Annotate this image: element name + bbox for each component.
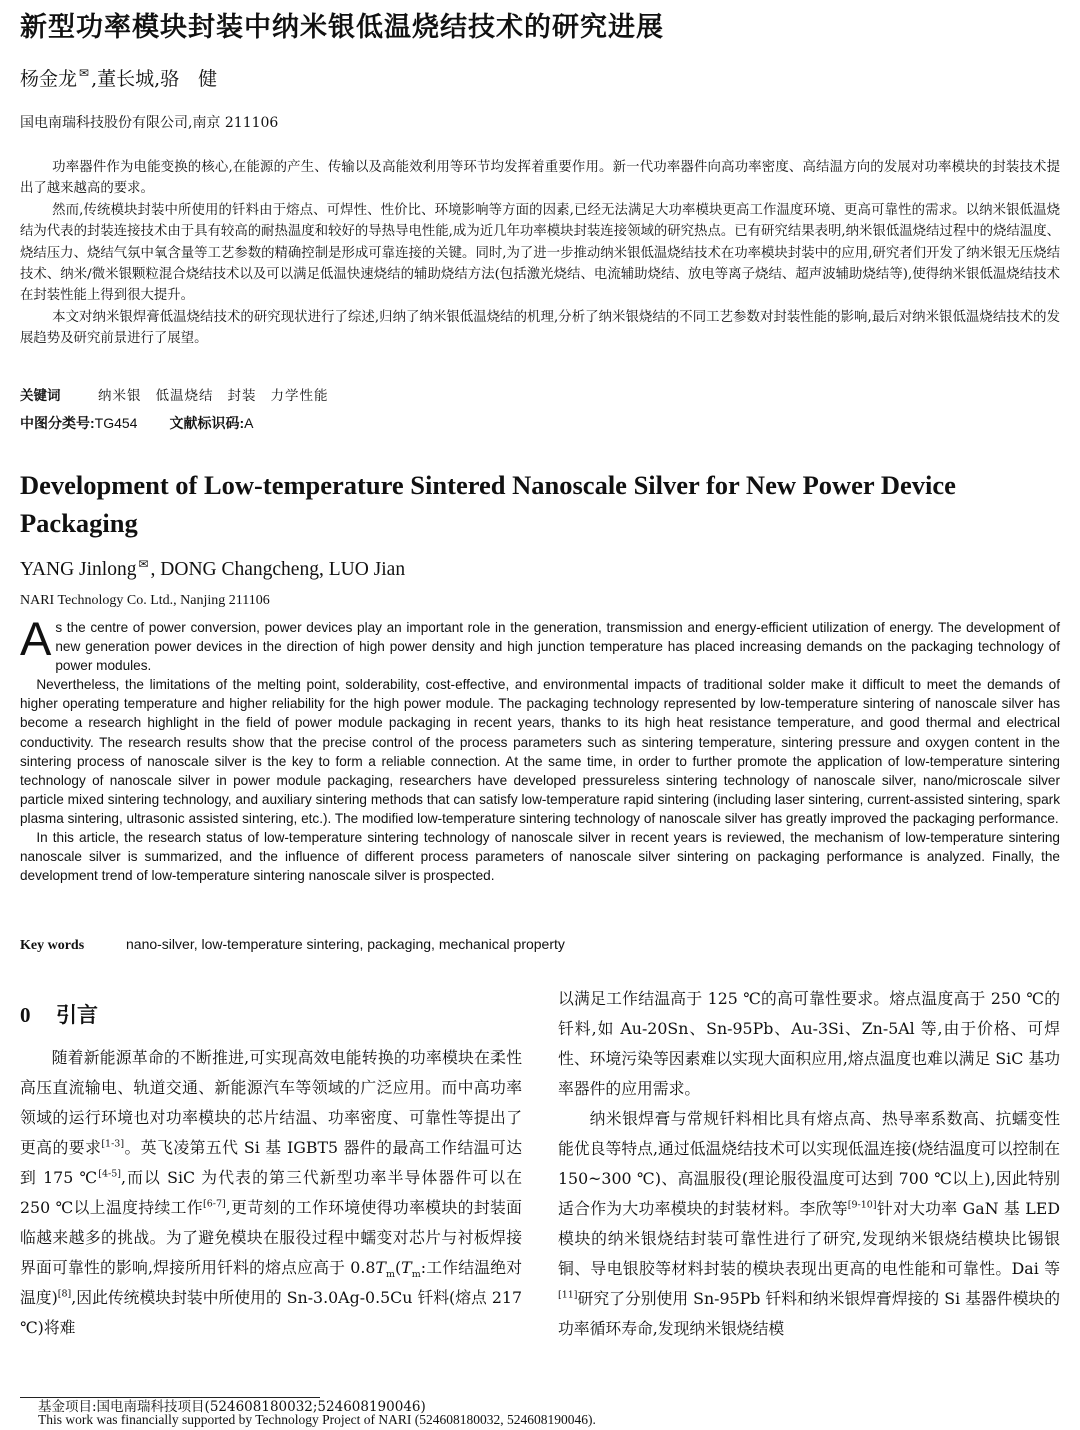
english-title: Development of Low-temperature Sintered Nanoscale Silver for New Power Device Packaging xyxy=(20,470,956,538)
english-keywords-label: Key words xyxy=(20,938,85,953)
english-author-corresponding: YANG Jinlong xyxy=(20,559,137,580)
body-text: :工作结温绝对温度) xyxy=(20,1258,522,1307)
english-authors xyxy=(20,557,405,583)
clc-label: 中图分类号: xyxy=(20,415,95,431)
clc-value: TG454 xyxy=(94,415,138,431)
chinese-abstract-paragraph-1: 功率器件作为电能变换的核心,在能源的产生、传输以及高能效利用等环节均发挥着重要作用。新一代功率器件向高功率密度、高结温方向的发展对功率模块的封装技术提出了越来越高的要求。 xyxy=(20,160,1060,197)
chinese-keywords-label: 关键词 xyxy=(20,388,61,403)
body-text: 针对大功率 GaN 基 LED 模块的纳米银烧结封装可靠性进行了研究,发现纳米银烧结模块比锡银铜、导电银胶等材料封装的模块表现出更高的电性能和可靠性。Dai 等 xyxy=(558,1199,1060,1278)
body-paragraph-1-continued: 以满足工作结温高于 125 ℃的高可靠性要求。熔点温度高于 250 ℃的钎料,如 Au-20Sn、Sn-95Pb、Au-3Si、Zn-5Al 等,由于价格、可焊性、环境污染等因素难以实现大面积应用,熔点温度也难以满足 SiC 基功率器件的应用需求。 xyxy=(558,989,1060,1098)
envelope-icon: ✉ xyxy=(138,557,149,571)
chinese-keyword: 力学性能 xyxy=(270,388,329,404)
symbol-subscript: m xyxy=(385,1269,395,1281)
symbol-t: T xyxy=(401,1258,412,1277)
document-code-label: 文献标识码: xyxy=(169,415,245,431)
chinese-authors xyxy=(20,66,217,92)
body-text: ,更苛刻的工作环境使得功率模块的封装面临越来越多的挑战。为了避免模块在服役过程中蠕变对芯片与衬板焊接界面可靠性的影响,焊接所用钎料的熔点应高于 0.8 xyxy=(20,1198,522,1277)
body-text: 。英飞凌第五代 Si 基 IGBT5 器件的最高工作结温可达到 175 ℃ xyxy=(20,1138,522,1187)
body-text: 随着新能源革命的不断推进,可实现高效电能转换的功率模块在柔性高压直流输电、轨道交通、新能源汽车等领域的广泛应用。而中高功率领域的运行环境也对功率模块的芯片结温、功率密度、可靠性等提出了更高的要求 xyxy=(20,1048,522,1157)
funding-note-chinese: 基金项目:国电南瑞科技项目(524608180032;524608190046) xyxy=(38,1399,426,1415)
body-text: ,因此传统模块封装中所使用的 Sn-3.0Ag-0.5Cu 钎料(熔点 217 ℃)将难 xyxy=(20,1288,522,1337)
english-keywords-value: nano-silver, low-temperature sintering, packaging, mechanical property xyxy=(126,936,565,952)
chinese-keyword: 封装 xyxy=(227,388,257,404)
chinese-authors-rest: ,董长城,骆 健 xyxy=(91,68,218,90)
body-paragraph-2 xyxy=(558,1104,1060,1344)
english-abstract-paragraph-1 xyxy=(20,612,1060,675)
chinese-author-corresponding: 杨金龙 xyxy=(20,68,78,90)
body-text: 研究了分别使用 Sn-95Pb 钎料和纳米银焊膏焊接的 Si 基器件模块的功率循环寿命,发现纳米银烧结模 xyxy=(558,1289,1060,1338)
body-paragraph-1 xyxy=(20,1043,522,1343)
chinese-keywords xyxy=(20,386,1060,406)
english-abstract-paragraph-3: In this article, the research status of low-temperature sintering technology of nanoscale silver in recent years is reviewed, the mechanism of low-temperature sintering nanoscale silver is summarized, and the influence of different process parameters of nanoscale silver sintering on packaging performance is analyzed. Finally, the development trend of low-temperature sintering nanoscale silver is prospected. xyxy=(20,830,1060,884)
body-text: 纳米银焊膏与常规钎料相比具有熔点高、热导率系数高、抗蠕变性能优良等特点,通过低温烧结技术可以实现低温连接(烧结温度可以控制在 150~300 ℃)、高温服役(理论服役温度可达到 700 ℃以上),因此特别适合作为大功率模块的封装材料。李欣等 xyxy=(558,1109,1060,1218)
body-text: ,而以 SiC 为代表的第三代新型功率半导体器件可以在 250 ℃以上温度持续工作 xyxy=(20,1168,522,1217)
citation: [8] xyxy=(57,1288,72,1300)
english-abstract-paragraph-1-text: s the centre of power conversion, power devices play an important role in the generation, transmission and energy-efficient utilization of energy. The development of new generation power devices in the direction of high power density and high junction temperature has placed increasing demands on the packaging technology of power modules. xyxy=(55,620,1060,674)
chinese-title: 新型功率模块封装中纳米银低温烧结技术的研究进展 xyxy=(20,12,664,42)
citation: [1-3] xyxy=(101,1138,125,1150)
body-right-column xyxy=(558,984,1060,1344)
english-keywords xyxy=(20,934,1060,956)
chinese-abstract-paragraph-2: 然而,传统模块封装中所使用的钎料由于熔点、可焊性、性价比、环境影响等方面的因素,已经无法满足大功率模块更高工作温度环境、更高可靠性的需求。以纳米银低温烧结为代表的封装连接技术由于具有较高的耐热温度和较好的导热导电性能,成为近几年功率模块封装连接领域的研究热点。已有研究结果表明,纳米银低温烧结过程中的烧结温度、烧结压力、烧结气氛中氧含量等工艺参数的精确控制是形成可靠连接的关键。同时,为了进一步推动纳米银低温烧结技术在功率模块封装中的应用,研究者们开发了纳米银无压烧结技术、纳米/微米银颗粒混合烧结技术以及可以满足低温快速烧结的辅助烧结方法(包括激光烧结、电流辅助烧结、放电等离子烧结、超声波辅助烧结等),使得纳米银低温烧结技术在封装性能上得到很大提升。 xyxy=(20,202,1060,304)
english-abstract-paragraph-2: Nevertheless, the limitations of the melting point, solderability, cost-effective, and environmental impacts of traditional solder make it difficult to meet the demands of higher operating temperature and higher reliability for the high power module. The packaging technology represented by low-temperature sintering of nanoscale silver has become a research highlight in the field of power module packaging in recent years, thanks to its high heat resistance temperature, and good thermal and electrical conductivity. The research results show that the precise control of the process parameters such as sintering temperature, sintering pressure and oxygen content in the sintering process of nanoscale silver is the key to form a reliable connection. At the same time, in order to further promote the application of low-temperature sintering technology of nanoscale silver in power module packaging, researchers have developed pressureless sintering technology of nanoscale silver, nano/microscale silver particle mixed sintering technology, and auxiliary sintering methods that can satisfy low-temperature rapid sintering (including laser sintering, current-assisted sintering, spark plasma sintering, ultrasonic assisted sintering, etc.). The modified low-temperature sintering technology of nanoscale silver has greatly improved the packaging performance. xyxy=(20,677,1060,826)
body-left-column xyxy=(20,990,522,1343)
english-authors-rest: , DONG Changcheng, LUO Jian xyxy=(150,559,406,580)
citation: [4-5] xyxy=(98,1168,121,1180)
symbol-subscript: m xyxy=(411,1269,421,1281)
classification-line xyxy=(20,413,286,433)
chinese-keyword: 纳米银 xyxy=(98,388,142,404)
chinese-affiliation: 国电南瑞科技股份有限公司,南京 211106 xyxy=(20,115,279,131)
citation: [11] xyxy=(558,1289,578,1301)
section-title: 引言 xyxy=(56,1004,98,1027)
chinese-abstract xyxy=(20,157,1060,350)
funding-note-english: This work was financially supported by Technology Project of NARI (524608180032, 524608190046). xyxy=(38,1412,596,1427)
document-code-value: A xyxy=(244,415,254,431)
citation: [6-7] xyxy=(203,1198,226,1210)
symbol-t: T xyxy=(375,1258,386,1277)
section-heading xyxy=(20,1000,522,1031)
chinese-abstract-paragraph-3: 本文对纳米银焊膏低温烧结技术的研究现状进行了综述,归纳了纳米银低温烧结的机理,分析了纳米银烧结的不同工艺参数对封装性能的影响,最后对纳米银低温烧结技术的发展趋势及研究前景进行了展望。 xyxy=(20,309,1060,347)
drop-cap: A xyxy=(20,612,52,665)
citation: [9-10] xyxy=(847,1199,877,1211)
chinese-keyword: 低温烧结 xyxy=(155,388,214,404)
envelope-icon: ✉ xyxy=(79,66,90,80)
english-abstract xyxy=(20,612,1060,885)
body-text: ( xyxy=(394,1258,402,1277)
english-affiliation: NARI Technology Co. Ltd., Nanjing 211106 xyxy=(20,593,270,608)
section-number: 0 xyxy=(20,1003,31,1027)
